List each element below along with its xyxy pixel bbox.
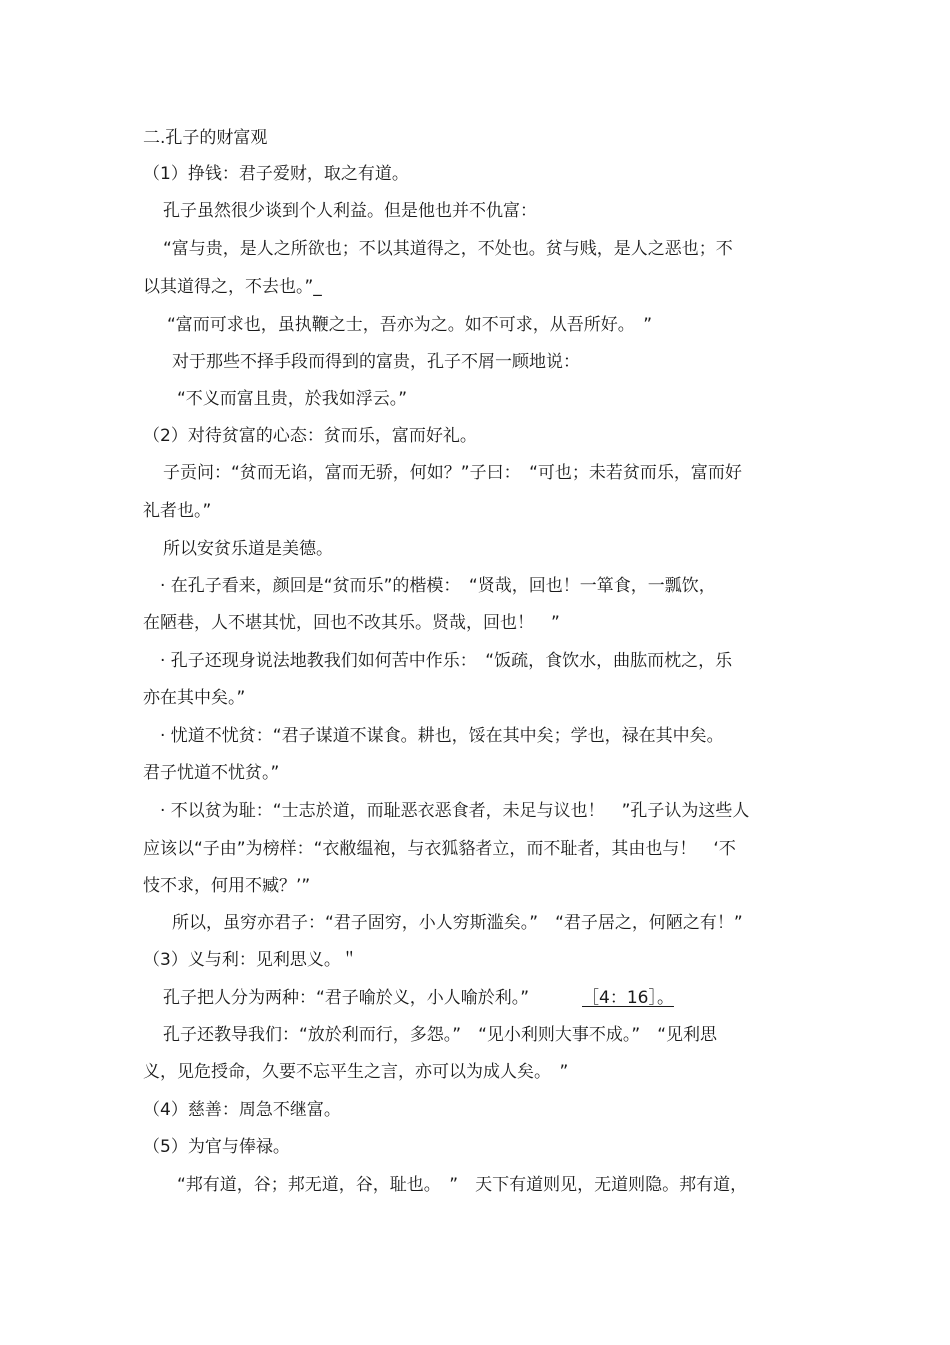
paragraph-line: 所以安贫乐道是美德。 xyxy=(163,539,333,559)
quote-line: “不义而富且贵，於我如浮云。” xyxy=(177,389,408,409)
quote-line: “富而可求也，虽执鞭之士，吾亦为之。如不可求，从吾所好。 ” xyxy=(167,315,653,335)
bullet-line: 君子忧道不忧贫。” xyxy=(143,763,280,783)
bullet-line: · 不以贫为耻：“士志於道，而耻恶衣恶食者，未足与议也！ ”孔子认为这些人 xyxy=(160,801,750,821)
bullet-line: 在陋巷，人不堪其忧，回也不改其乐。贤哉，回也！ ” xyxy=(143,613,560,633)
paragraph-line: 孔子还教导我们：“放於利而行，多怨。” “见小利则大事不成。” “见利思 xyxy=(163,1025,718,1045)
subsection-heading: （2）对待贫富的心态：贫而乐，富而好礼。 xyxy=(143,426,477,446)
subsection-heading: （3）义与利：见利思义。＂ xyxy=(143,950,358,970)
bullet-line: 应该以“子由”为榜样：“衣敝缊袍，与衣狐貉者立，而不耻者，其由也与！ ‘不 xyxy=(143,839,736,859)
subsection-heading: （1）挣钱：君子爱财，取之有道。 xyxy=(143,164,409,184)
subsection-heading: （5）为官与俸禄。 xyxy=(143,1137,290,1157)
paragraph-line: 义，见危授命，久要不忘平生之言，亦可以为成人矣。 ” xyxy=(143,1062,569,1082)
quote-line: “富与贵，是人之所欲也；不以其道得之，不处也。贫与贱，是人之恶也；不 xyxy=(163,239,733,259)
subsection-heading: （4）慈善：周急不继富。 xyxy=(143,1100,341,1120)
paragraph-line: 礼者也。” xyxy=(143,501,212,521)
paragraph-line: 所以，虽穷亦君子：“君子固穷，小人穷斯滥矣。” “君子居之，何陋之有！” xyxy=(172,913,743,933)
bullet-line: · 在孔子看来，颜回是“贫而乐”的楷模： “贤哉，回也！一箪食，一瓢饮， xyxy=(160,576,716,596)
citation-reference: ［4：16］。 xyxy=(582,988,674,1008)
bullet-line: 忮不求，何用不臧？’” xyxy=(143,876,311,896)
paragraph-line: 孔子虽然很少谈到个人利益。但是他也并不仇富： xyxy=(163,201,537,221)
paragraph-line: 对于那些不择手段而得到的富贵，孔子不屑一顾地说： xyxy=(172,352,580,372)
bullet-line: · 孔子还现身说法地教我们如何苦中作乐： “饭疏，食饮水，曲肱而枕之，乐 xyxy=(160,651,733,671)
paragraph-line: 子贡问：“贫而无谄，富而无骄，何如？”子曰： “可也；未若贫而乐，富而好 xyxy=(163,463,742,483)
section-heading: 二.孔子的财富观 xyxy=(143,128,268,148)
bullet-line: · 忧道不忧贫：“君子谋道不谋食。耕也，馁在其中矣；学也，禄在其中矣。 xyxy=(160,726,724,746)
bullet-line: 亦在其中矣。” xyxy=(143,688,246,708)
quote-line: “邦有道，谷；邦无道，谷，耻也。 ” 天下有道则见，无道则隐。邦有道， xyxy=(177,1175,748,1195)
paragraph-line: 孔子把人分为两种：“君子喻於义，小人喻於利。” xyxy=(163,988,530,1008)
quote-line: 以其道得之，不去也。”_ xyxy=(143,277,322,297)
